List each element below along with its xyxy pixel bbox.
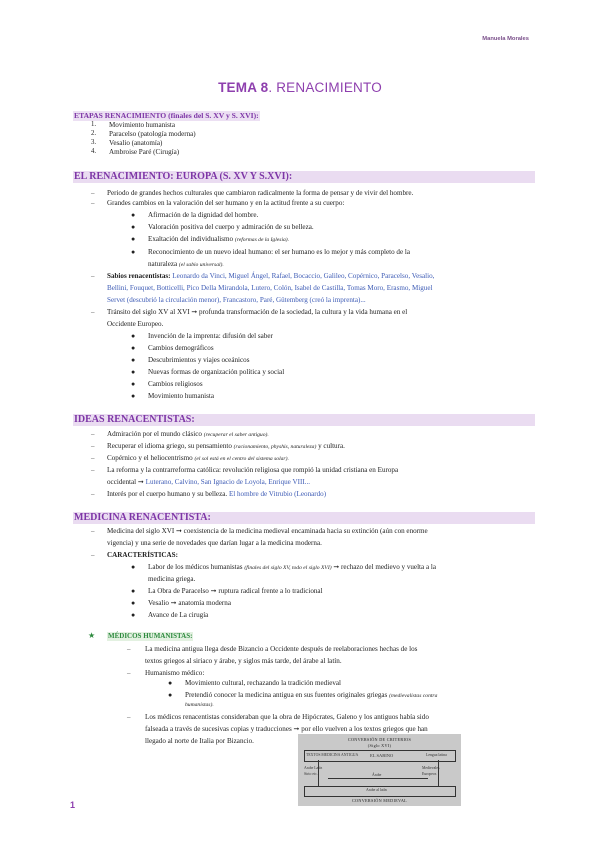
sub4-note: (el sabio universal). bbox=[178, 262, 224, 268]
caracteristica-1 bbox=[148, 563, 436, 573]
dot-bullet: ● bbox=[131, 392, 136, 400]
diagram-r1: Medievales bbox=[422, 766, 440, 770]
europa-sub-4-cont bbox=[148, 260, 224, 270]
medicina-heading: MEDICINA RENACENTISTA: bbox=[73, 512, 535, 524]
transito-item: Cambios religiosos bbox=[148, 380, 203, 388]
dot-bullet: ● bbox=[131, 344, 136, 352]
dash-bullet: – bbox=[91, 454, 95, 462]
dot-bullet: ● bbox=[131, 380, 136, 388]
europa-sub-3 bbox=[148, 235, 289, 245]
europa-sub-2: Valoración positiva del cuerpo y admiración de su belleza. bbox=[148, 223, 314, 231]
list-number: 1. bbox=[91, 121, 97, 128]
ideas-5 bbox=[107, 490, 326, 499]
dot-bullet: ● bbox=[131, 332, 136, 340]
europa-sub-4: Reconocimiento de un nuevo ideal humano: el ser humano es lo mejor y más completo de la bbox=[148, 248, 411, 256]
diagram-center-label: EL SABINO bbox=[370, 753, 394, 758]
title-rest: . RENACIMIENTO bbox=[268, 80, 382, 95]
transito-item: Descubrimientos y viajes oceánicos bbox=[148, 356, 250, 364]
transito-item: Cambios demográficos bbox=[148, 344, 214, 352]
dash-bullet: – bbox=[91, 308, 95, 316]
caracteristicas-label: CARACTERÍSTICAS: bbox=[107, 551, 178, 559]
sub3-text: Exaltación del individualismo bbox=[148, 235, 235, 243]
medicos-3: Los médicos renacentistas consideraban que la obra de Hipócrates, Galeno y los antiguos había sido bbox=[145, 713, 429, 721]
diagram-right-line bbox=[438, 760, 439, 786]
sabios-names-1: Leonardo da Vinci, Miguel Ángel, Rafael, Bocaccio, Galileo, Copérnico, Paracelso, Vesalio, bbox=[170, 272, 435, 280]
ideas-1-note: (recuperar el saber antiguo). bbox=[203, 432, 269, 438]
ideas-5-text: Interés por el cuerpo humano y su belleza. bbox=[107, 490, 229, 498]
list-number: 2. bbox=[91, 130, 97, 137]
ideas-2-text: Recuperar el idioma griego, su pensamiento bbox=[107, 442, 234, 450]
sabios-line-2: Bellini, Fouquet, Botticelli, Pico Della Mirandola, Lutero, Colón, Isabel de Castilla, Tomas Moro, Erasmo, Miguel bbox=[107, 284, 433, 292]
dash-bullet: – bbox=[91, 199, 95, 207]
page-number: 1 bbox=[70, 800, 76, 810]
ideas-4-names: Luterano, Calvino, San Ignacio de Loyola, Enrique VIII... bbox=[145, 478, 310, 486]
sabios-line-3: Servet (descubrió la circulación menor), Francastoro, Paré, Gütemberg (creó la imprenta)... bbox=[107, 296, 366, 304]
c1-note: (finales del siglo XV, todo el siglo XVI) bbox=[244, 565, 332, 571]
diagram-title: CONVERSIÓN DE CRITERIOS bbox=[347, 737, 412, 742]
ideas-heading: IDEAS RENACENTISTAS: bbox=[73, 414, 535, 426]
sub3-note: (reformas de la Iglesia). bbox=[234, 237, 290, 243]
transito-item: Nuevas formas de organización política y social bbox=[148, 368, 285, 376]
europa-bullet-1: Periodo de grandes hechos culturales que cambiaron radicalmente la forma de pensar y de vivir del hombre. bbox=[107, 189, 414, 197]
dash-bullet: – bbox=[91, 189, 95, 197]
ideas-2 bbox=[107, 442, 345, 452]
sabios-label: Sabios renacentistas: bbox=[107, 272, 171, 280]
dash-bullet: – bbox=[91, 490, 95, 498]
ideas-3-note: (el sol está en el centro del sistema solar). bbox=[194, 456, 289, 462]
ideas-4-cont bbox=[107, 478, 310, 487]
dash-bullet: – bbox=[127, 713, 131, 721]
diagram-b2: CONVERSIÓN MEDIEVAL bbox=[351, 798, 408, 803]
transito-line-2: Occidente Europeo. bbox=[107, 320, 164, 328]
dot-bullet: ● bbox=[131, 611, 136, 619]
humanismo-sub-1: Movimiento cultural, rechazando la tradición medieval bbox=[185, 679, 342, 687]
dot-bullet: ● bbox=[168, 679, 173, 687]
medicos-1-cont: textos griegos al siriaco y árabe, y siglos más tarde, del árabe al latín. bbox=[145, 657, 342, 665]
diagram-left-label: TEXTOS MEDICINA ANTIGUA bbox=[306, 753, 359, 757]
list-item: Ambroise Paré (Cirugía) bbox=[109, 148, 180, 156]
diagram-l1: Arabe Latín bbox=[304, 766, 323, 770]
transito-line-1: Tránsito del siglo XV al XVI ➞ profunda transformación de la sociedad, la cultura y la vida humana en el bbox=[107, 308, 408, 316]
ideas-5-link: El hombre de Vitrubio (Leonardo) bbox=[228, 490, 327, 498]
dot-bullet: ● bbox=[131, 599, 136, 607]
dot-bullet: ● bbox=[131, 235, 136, 243]
transito-item: Invención de la imprenta: difusión del saber bbox=[148, 332, 273, 340]
humanismo-sub-2-cont: humanistas). bbox=[185, 702, 214, 708]
dash-bullet: – bbox=[127, 645, 131, 653]
dot-bullet: ● bbox=[131, 563, 136, 571]
c1-end: ➞ rechazo del medievo y vuelta a la bbox=[331, 563, 436, 571]
diagram-b1: Arabe al latín bbox=[366, 788, 387, 792]
dot-bullet: ● bbox=[131, 356, 136, 364]
europa-heading: EL RENACIMIENTO: EUROPA (S. XV Y S.XVI): bbox=[73, 171, 535, 183]
europa-bullet-2: Grandes cambios en la valoración del ser humano y en la actitud frente a su cuerpo: bbox=[107, 199, 345, 207]
caracteristica-2: La Obra de Paracelso ➞ ruptura radical frente a lo tradicional bbox=[148, 587, 323, 595]
dot-bullet: ● bbox=[131, 587, 136, 595]
ideas-1 bbox=[107, 430, 269, 440]
dot-bullet: ● bbox=[131, 211, 136, 219]
dot-bullet: ● bbox=[131, 248, 136, 256]
diagram-subtitle: (Siglo XVI) bbox=[367, 743, 392, 748]
dash-bullet: – bbox=[91, 527, 95, 535]
author-name: Manuela Morales bbox=[482, 36, 529, 42]
ideas-1-text: Admiración por el mundo clásico bbox=[107, 430, 204, 438]
medicos-3-cont-2: llegado al norte de Italia por Bizancio. bbox=[145, 737, 254, 745]
medicina-1: Medicina del siglo XVI ➞ coexistencia de la medicina medieval encaminada hacia su extinción (aún con enorme bbox=[107, 527, 428, 535]
ideas-3 bbox=[107, 454, 289, 464]
hs2-text: Pretendió conocer la medicina antigua en sus fuentes originales griegas bbox=[185, 691, 390, 699]
ideas-4: La reforma y la contrarreforma católica: revolución religiosa que rompió la unidad cristiana en Europa bbox=[107, 466, 399, 474]
europa-sub-1: Afirmación de la dignidad del hombre. bbox=[148, 211, 259, 219]
caracteristica-4: Avance de La cirugía bbox=[148, 611, 209, 619]
dot-bullet: ● bbox=[131, 368, 136, 376]
ideas-2-note: (racionamiento, physhis, naturaleza) bbox=[233, 444, 317, 450]
page-title bbox=[0, 80, 600, 95]
diagram-right-label: Lengua latina bbox=[426, 753, 447, 757]
ideas-2-end: y cultura. bbox=[316, 442, 345, 450]
list-number: 4. bbox=[91, 148, 97, 155]
medicos-2: Humanismo médico: bbox=[145, 669, 205, 677]
dash-bullet: – bbox=[91, 551, 95, 559]
dash-bullet: – bbox=[91, 430, 95, 438]
diagram-r2: Europeos bbox=[422, 772, 437, 776]
medicina-1-cont: vigencia) y una serie de novedades que darían lugar a la medicina moderna. bbox=[107, 539, 322, 547]
list-item: Paracelso (patología moderna) bbox=[109, 130, 196, 138]
ideas-3-text: Copérnico y el heliocentrismo bbox=[107, 454, 195, 462]
dash-bullet: – bbox=[91, 272, 95, 280]
diagram-left-line bbox=[318, 760, 319, 786]
ideas-4-text: occidental ➞ bbox=[107, 478, 146, 486]
conversion-diagram-image bbox=[298, 734, 461, 806]
medicos-heading: MÉDICOS HUMANISTAS: bbox=[108, 632, 193, 640]
sub4-text: naturaleza bbox=[148, 260, 179, 268]
transito-item: Movimiento humanista bbox=[148, 392, 215, 400]
medicos-1: La medicina antigua llega desde Bizancio a Occidente después de reelaboraciones hechas de los bbox=[145, 645, 418, 653]
diagram-mid: Árabe bbox=[372, 773, 382, 777]
hs2-note: (medievalistas contra bbox=[389, 693, 438, 699]
list-item: Movimiento humanista bbox=[109, 121, 176, 129]
dot-bullet: ● bbox=[168, 691, 173, 699]
caracteristica-1-cont: medicina griega. bbox=[148, 575, 196, 583]
sabios-line-1 bbox=[107, 272, 434, 281]
dash-bullet: – bbox=[91, 466, 95, 474]
dot-bullet: ● bbox=[131, 223, 136, 231]
star-icon: ★ bbox=[88, 631, 96, 640]
list-item: Vesalio (anatomía) bbox=[109, 139, 163, 147]
diagram-middle-arrow bbox=[328, 778, 428, 779]
diagram-l2: Sirio etc. bbox=[304, 772, 318, 776]
caracteristica-3: Vesalio ➞ anatomía moderna bbox=[148, 599, 231, 607]
medicos-3-cont-1: falseada a través de sucesivas copias y traducciones ➞ por ello vuelven a los textos griegos que han bbox=[145, 725, 428, 733]
dash-bullet: – bbox=[91, 442, 95, 450]
title-strong: TEMA 8 bbox=[218, 80, 269, 95]
etapas-heading: ETAPAS RENACIMIENTO (finales del S. XV y S. XVI): bbox=[74, 111, 259, 120]
list-number: 3. bbox=[91, 139, 97, 146]
humanismo-sub-2 bbox=[185, 691, 437, 701]
c1-text: Labor de los médicos humanistas bbox=[148, 563, 245, 571]
dash-bullet: – bbox=[127, 669, 131, 677]
